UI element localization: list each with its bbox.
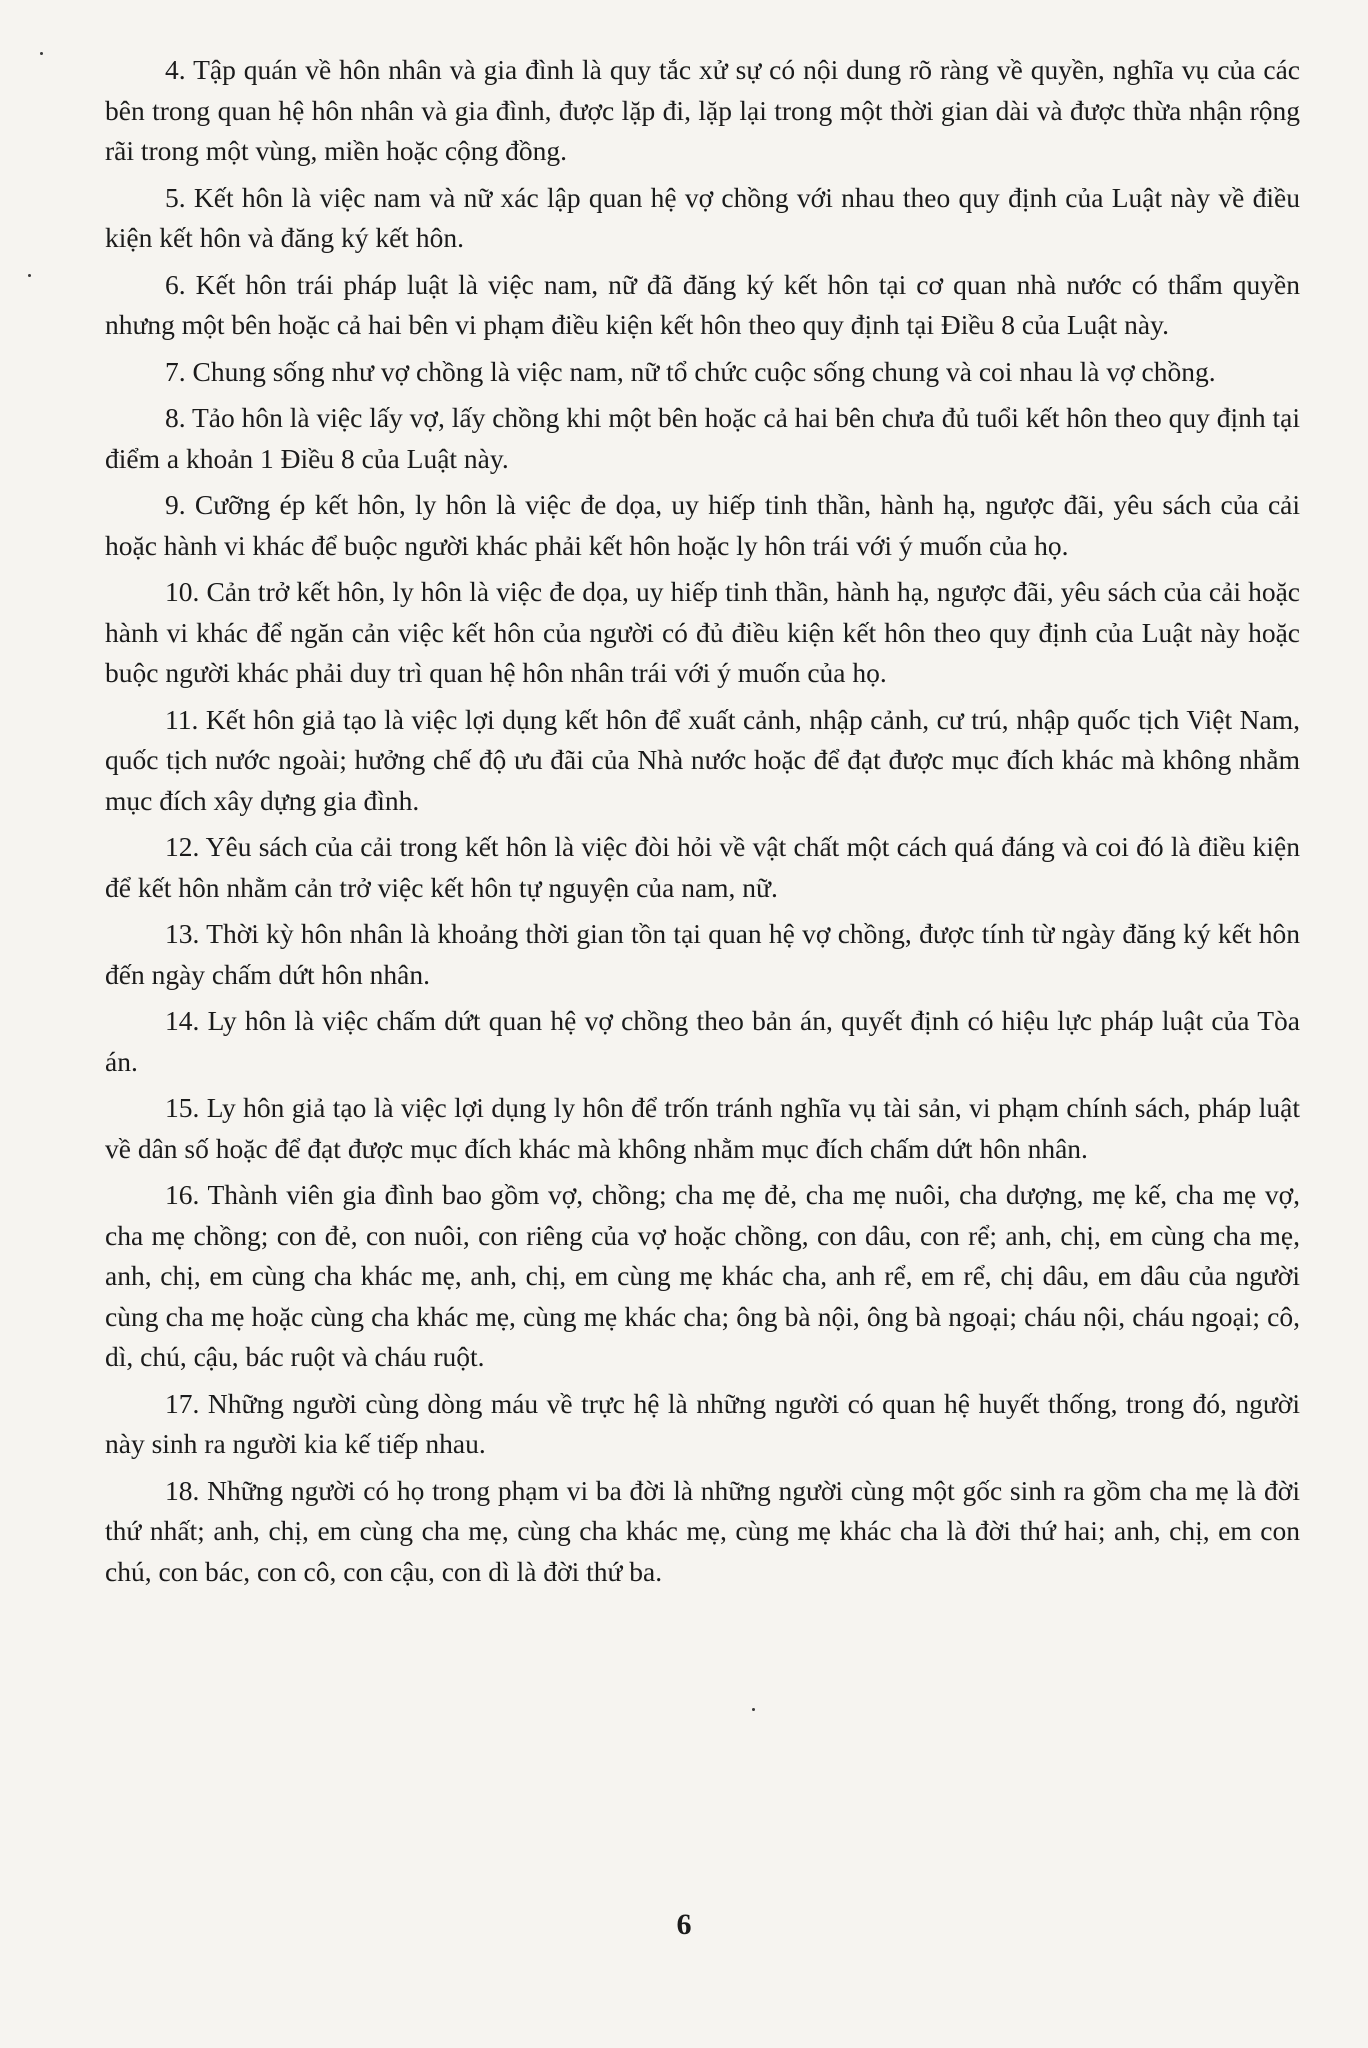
paragraph-4: 4. Tập quán về hôn nhân và gia đình là quy tắc xử sự có nội dung rõ ràng về quyền, nghĩa vụ của các bên trong quan hệ hôn nhân và gia đình, được lặp đi, lặp lại trong một thời gian dài và được thừa nhận rộng rãi trong một vùng, miền hoặc cộng đồng. [105, 54, 1300, 166]
scan-speck [28, 274, 31, 277]
paragraph-10: 10. Cản trở kết hôn, ly hôn là việc đe dọa, uy hiếp tinh thần, hành hạ, ngược đãi, yêu sách của cải hoặc hành vi khác để ngăn cản việc kết hôn của người có đủ điều kiện kết hôn theo quy định của Luật này hoặc buộc người khác phải duy trì quan hệ hôn nhân trái với ý muốn của họ. [105, 576, 1300, 688]
article-body [105, 50, 1300, 1598]
paragraph-17: 17. Những người cùng dòng máu về trực hệ là những người có quan hệ huyết thống, trong đó, người này sinh ra người kia kế tiếp nhau. [105, 1387, 1300, 1459]
paragraph-8: 8. Tảo hôn là việc lấy vợ, lấy chồng khi một bên hoặc cả hai bên chưa đủ tuổi kết hôn theo quy định tại điểm a khoản 1 Điều 8 của Luật này. [105, 402, 1300, 474]
paragraph-18: 18. Những người có họ trong phạm vi ba đời là những người cùng một gốc sinh ra gồm cha mẹ là đời thứ nhất; anh, chị, em cùng cha mẹ, cùng cha khác mẹ, cùng mẹ khác cha là đời thứ hai; anh, chị, em con chú, con bác, con cô, con cậu, con dì là đời thứ ba. [105, 1474, 1300, 1587]
paragraph-7: 7. Chung sống như vợ chồng là việc nam, nữ tổ chức cuộc sống chung và coi nhau là vợ chồng. [165, 355, 1216, 387]
paragraph-14: 14. Ly hôn là việc chấm dứt quan hệ vợ chồng theo bản án, quyết định có hiệu lực pháp luật của Tòa án. [105, 1005, 1300, 1077]
paragraph-6: 6. Kết hôn trái pháp luật là việc nam, nữ đã đăng ký kết hôn tại cơ quan nhà nước có thẩm quyền nhưng một bên hoặc cả hai bên vi phạm điều kiện kết hôn theo quy định tại Điều 8 của Luật này. [105, 268, 1300, 340]
scan-speck [752, 1708, 755, 1711]
paragraph-16: 16. Thành viên gia đình bao gồm vợ, chồng; cha mẹ đẻ, cha mẹ nuôi, cha dượng, mẹ kế, cha mẹ vợ, cha mẹ chồng; con đẻ, con nuôi, con riêng của vợ hoặc chồng, con dâu, con rể; anh, chị, em cùng cha mẹ, anh, chị, em cùng cha khác mẹ, anh, chị, em cùng mẹ khác cha, anh rể, em rể, chị dâu, em dâu của người cùng cha mẹ hoặc cùng cha khác mẹ, cùng mẹ khác cha; ông bà nội, ông bà ngoại; cháu nội, cháu ngoại; cô, dì, chú, cậu, bác ruột và cháu ruột. [105, 1179, 1300, 1372]
page-number: 6 [676, 1908, 692, 1941]
paragraph-11: 11. Kết hôn giả tạo là việc lợi dụng kết hôn để xuất cảnh, nhập cảnh, cư trú, nhập quốc tịch Việt Nam, quốc tịch nước ngoài; hưởng chế độ ưu đãi của Nhà nước hoặc để đạt được mục đích khác mà không nhằm mục đích xây dựng gia đình. [105, 703, 1300, 816]
paragraph-12: 12. Yêu sách của cải trong kết hôn là việc đòi hỏi về vật chất một cách quá đáng và coi đó là điều kiện để kết hôn nhằm cản trở việc kết hôn tự nguyện của nam, nữ. [105, 831, 1300, 903]
paragraph-15: 15. Ly hôn giả tạo là việc lợi dụng ly hôn để trốn tránh nghĩa vụ tài sản, vi phạm chính sách, pháp luật về dân số hoặc để đạt được mục đích khác mà không nhằm mục đích chấm dứt hôn nhân. [105, 1092, 1300, 1164]
paragraph-9: 9. Cưỡng ép kết hôn, ly hôn là việc đe dọa, uy hiếp tinh thần, hành hạ, ngược đãi, yêu sách của cải hoặc hành vi khác để buộc người khác phải kết hôn hoặc ly hôn trái với ý muốn của họ. [105, 489, 1300, 561]
paragraph-13: 13. Thời kỳ hôn nhân là khoảng thời gian tồn tại quan hệ vợ chồng, được tính từ ngày đăng ký kết hôn đến ngày chấm dứt hôn nhân. [105, 918, 1300, 990]
scan-speck [40, 52, 43, 55]
paragraph-5: 5. Kết hôn là việc nam và nữ xác lập quan hệ vợ chồng với nhau theo quy định của Luật này về điều kiện kết hôn và đăng ký kết hôn. [105, 181, 1300, 253]
